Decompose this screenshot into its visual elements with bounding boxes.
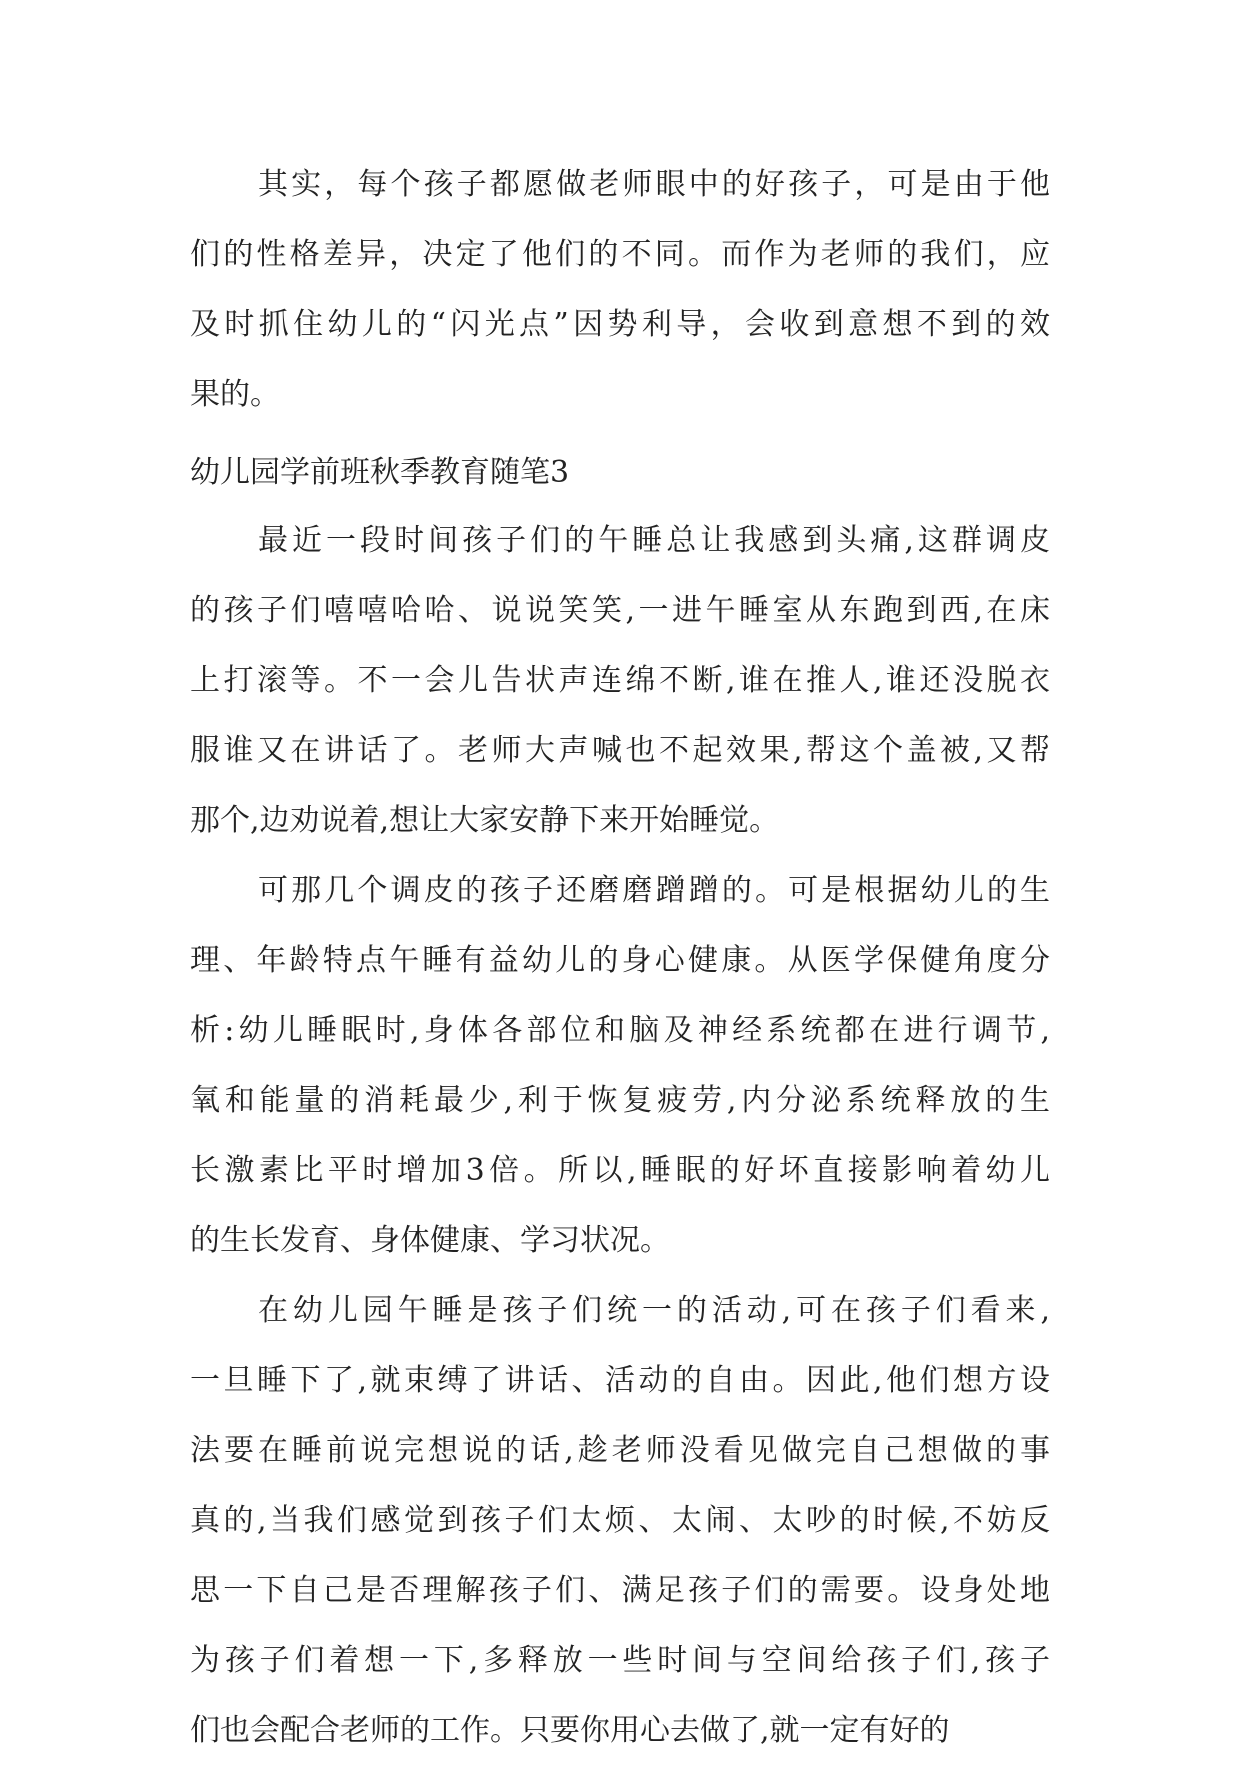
paragraph-line: 的孩子们嘻嘻哈哈、说说笑笑,一进午睡室从东跑到西,在床: [190, 593, 1050, 628]
paragraph-line: 服谁又在讲话了。老师大声喊也不起效果,帮这个盖被,又帮: [190, 733, 1050, 768]
paragraph-line: 果的。: [190, 377, 280, 412]
section-heading: 幼儿园学前班秋季教育随笔3: [190, 455, 570, 490]
paragraph-line: 那个,边劝说着,想让大家安静下来开始睡觉。: [190, 803, 780, 838]
paragraph-line: 上打滚等。不一会儿告状声连绵不断,谁在推人,谁还没脱衣: [190, 663, 1050, 698]
paragraph-line: 在幼儿园午睡是孩子们统一的活动,可在孩子们看来,: [258, 1293, 1050, 1328]
paragraph-line: 析:幼儿睡眠时,身体各部位和脑及神经系统都在进行调节,: [190, 1013, 1050, 1048]
paragraph-4: [190, 1276, 1050, 1766]
paragraph-line: 理、年龄特点午睡有益幼儿的身心健康。从医学保健角度分: [190, 943, 1050, 978]
paragraph-line: 可那几个调皮的孩子还磨磨蹭蹭的。可是根据幼儿的生: [258, 873, 1050, 908]
paragraph-3: [190, 856, 1050, 1276]
paragraph-line: 及时抓住幼儿的“闪光点”因势利导，会收到意想不到的效: [190, 307, 1050, 342]
paragraph-line: 思一下自己是否理解孩子们、满足孩子们的需要。设身处地: [190, 1573, 1050, 1608]
paragraph-1: [190, 150, 1050, 430]
paragraph-line: 氧和能量的消耗最少,利于恢复疲劳,内分泌系统释放的生: [190, 1083, 1050, 1118]
paragraph-line: 最近一段时间孩子们的午睡总让我感到头痛,这群调皮: [258, 523, 1050, 558]
paragraph-line: 们也会配合老师的工作。只要你用心去做了,就一定有好的: [190, 1713, 950, 1748]
paragraph-line: 们的性格差异，决定了他们的不同。而作为老师的我们，应: [190, 237, 1050, 272]
paragraph-2: [190, 506, 1050, 856]
paragraph-line: 真的,当我们感觉到孩子们太烦、太闹、太吵的时候,不妨反: [190, 1503, 1050, 1538]
paragraph-line: 法要在睡前说完想说的话,趁老师没看见做完自己想做的事: [190, 1433, 1050, 1468]
paragraph-line: 长激素比平时增加3倍。所以,睡眠的好坏直接影响着幼儿: [190, 1153, 1050, 1188]
paragraph-line: 其实，每个孩子都愿做老师眼中的好孩子，可是由于他: [258, 167, 1050, 202]
paragraph-line: 为孩子们着想一下,多释放一些时间与空间给孩子们,孩子: [190, 1643, 1050, 1678]
paragraph-line: 的生长发育、身体健康、学习状况。: [190, 1223, 670, 1258]
paragraph-line: 一旦睡下了,就束缚了讲话、活动的自由。因此,他们想方设: [190, 1363, 1050, 1398]
